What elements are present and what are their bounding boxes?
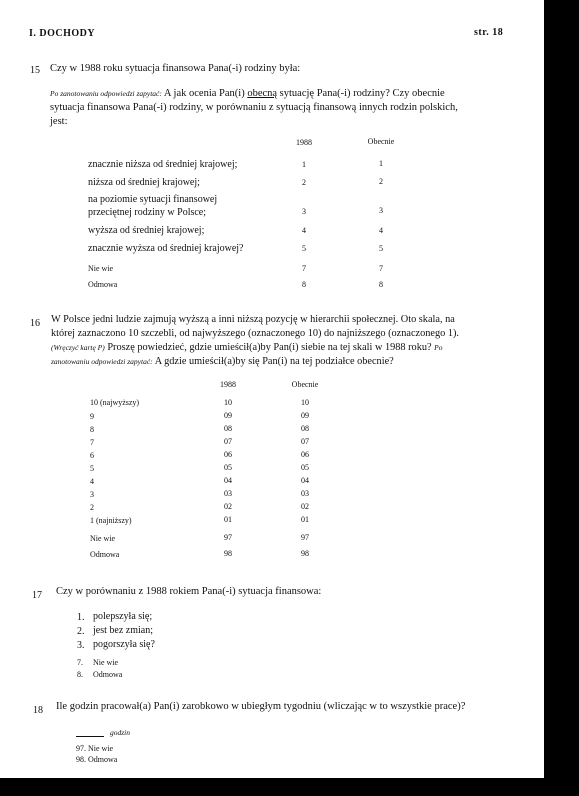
q15-option-label-cont: przeciętnej rodziny w Polsce; — [88, 207, 207, 218]
q15-option-label: znacznie niższa od średniej krajowej; — [88, 159, 238, 170]
q15-number: 15 — [30, 65, 40, 76]
q18-option-label: Nie wie — [88, 744, 114, 753]
q16-number: 16 — [30, 318, 40, 329]
q17-option-label[interactable]: Nie wie — [93, 658, 119, 667]
q16-row-label: Nie wie — [90, 534, 116, 543]
q16-code-obecnie[interactable]: 01 — [301, 515, 309, 524]
q16-line1: W Polsce jedni ludzie zajmują wyższą a inni niższą pozycję w hierarchii społecznej. Oto skala, na — [51, 314, 455, 325]
q17-option-num: 3. — [77, 640, 85, 651]
q17-option-num: 7. — [77, 658, 83, 667]
q16-code-obecnie[interactable]: 04 — [301, 476, 309, 485]
q15-col-1988: 1988 — [296, 138, 312, 147]
q18-option-num: 98. — [76, 755, 86, 764]
q15-option-label: znacznie wyższa od średniej krajowej? — [88, 243, 244, 254]
q16-row-label: 4 — [90, 477, 94, 486]
q16-row-label: 2 — [90, 503, 94, 512]
q16-code-obecnie[interactable]: 08 — [301, 424, 309, 433]
q16-note-po: Po — [434, 343, 443, 352]
q16-code-1988[interactable]: 02 — [224, 502, 232, 511]
q16-code-1988[interactable]: 01 — [224, 515, 232, 524]
scan-border-bottom — [0, 778, 579, 796]
q17-question: Czy w porównaniu z 1988 rokiem Pana(-i) sytuacja finansowa: — [56, 586, 322, 597]
q16-code-1988[interactable]: 06 — [224, 450, 232, 459]
q16-note-ask: zanotowaniu odpowiedzi zapytać: — [51, 357, 153, 366]
q16-code-obecnie[interactable]: 05 — [301, 463, 309, 472]
q16-code-1988[interactable]: 10 — [224, 398, 232, 407]
q16-code-1988[interactable]: 09 — [224, 411, 232, 420]
q15-followup-a: A jak ocenia Pan(i) — [163, 88, 245, 99]
q18-option-num: 97. — [76, 744, 86, 753]
q15-option-label: Nie wie — [88, 264, 114, 273]
q15-code-1988[interactable]: 7 — [302, 264, 306, 273]
q16-code-1988[interactable]: 07 — [224, 437, 232, 446]
q16-row-label: 9 — [90, 412, 94, 421]
q15-code-1988[interactable]: 5 — [302, 244, 306, 253]
q16-code-1988[interactable]: 05 — [224, 463, 232, 472]
q16-code-1988[interactable]: 98 — [224, 549, 232, 558]
q15-col-obecnie: Obecnie — [367, 137, 395, 146]
q16-row-label: 6 — [90, 451, 94, 460]
q17-option-label[interactable]: pogorszyła się? — [93, 639, 155, 650]
q15-code-obecnie[interactable]: 4 — [379, 226, 383, 235]
q18-option-label: Odmowa — [88, 755, 118, 764]
q16-code-obecnie[interactable]: 10 — [301, 398, 309, 407]
q16-code-1988[interactable]: 04 — [224, 476, 232, 485]
q15-code-obecnie[interactable]: 8 — [379, 280, 383, 289]
q16-row-label: 5 — [90, 464, 94, 473]
q15-option-label: na poziomie sytuacji finansowej — [88, 194, 218, 205]
q15-followup-line1 — [50, 87, 445, 100]
q15-code-obecnie[interactable]: 7 — [379, 264, 383, 273]
q15-option-label: wyższa od średniej krajowej; — [88, 225, 205, 236]
q15-code-1988[interactable]: 2 — [302, 178, 306, 187]
q16-row-label: 3 — [90, 490, 94, 499]
q16-line4 — [51, 355, 394, 368]
q18-question: Ile godzin pracował(a) Pan(i) zarobkowo w ubiegłym tygodniu (wliczając w to wszystkie prace)? — [56, 701, 466, 712]
q16-code-obecnie[interactable]: 07 — [301, 437, 309, 446]
q15-code-obecnie[interactable]: 5 — [379, 244, 383, 253]
q15-followup-underlined: obecną — [247, 88, 278, 99]
q16-code-obecnie[interactable]: 09 — [301, 411, 309, 420]
q17-option-num: 8. — [77, 670, 83, 679]
page-number: str. 18 — [474, 27, 504, 38]
q17-option-num: 2. — [77, 626, 85, 637]
q15-code-obecnie[interactable]: 3 — [379, 206, 383, 215]
q16-code-1988[interactable]: 03 — [224, 489, 232, 498]
q16-col-1988: 1988 — [220, 380, 236, 389]
q16-col-obecnie: Obecnie — [291, 380, 319, 389]
q15-option-label: niższa od średniej krajowej; — [88, 177, 200, 188]
q15-code-obecnie[interactable]: 1 — [379, 159, 383, 168]
q15-followup-line3: jest: — [50, 116, 68, 127]
q15-code-1988[interactable]: 3 — [302, 207, 306, 216]
q16-row-label: 7 — [90, 438, 94, 447]
q16-code-obecnie[interactable]: 06 — [301, 450, 309, 459]
q17-number: 17 — [32, 590, 42, 601]
q18-option[interactable] — [76, 755, 117, 764]
q15-code-obecnie[interactable]: 2 — [379, 177, 383, 186]
q15-followup-line2: sytuacja finansowa Pana(-i) rodziny, w porównaniu z sytuacją finansową innych rodzin polskich, — [50, 102, 458, 113]
q16-line3 — [51, 341, 443, 354]
q16-row-label: 1 (najniższy) — [90, 516, 132, 525]
q17-option-label[interactable]: polepszyła się; — [93, 611, 153, 622]
q18-hours-field[interactable] — [76, 728, 130, 737]
q16-row-label: Odmowa — [90, 550, 120, 559]
q15-code-1988[interactable]: 1 — [302, 160, 306, 169]
q18-hours-blank[interactable] — [76, 736, 104, 737]
q16-code-obecnie[interactable]: 03 — [301, 489, 309, 498]
q15-followup-b: sytuację Pana(-i) rodziny? Czy obecnie — [279, 88, 445, 99]
q15-note: Po zanotowaniu odpowiedzi zapytać: — [50, 89, 162, 98]
q15-code-1988[interactable]: 8 — [302, 280, 306, 289]
q17-option-label[interactable]: Odmowa — [93, 670, 123, 679]
q16-code-1988[interactable]: 97 — [224, 533, 232, 542]
q15-option-label: Odmowa — [88, 280, 118, 289]
q18-hours-unit: godzin — [110, 728, 131, 737]
q16-line3-text: Proszę powiedzieć, gdzie umieścił(a)by Pan(i) siebie na tej skali w 1988 roku? — [107, 342, 432, 353]
q16-code-obecnie[interactable]: 98 — [301, 549, 309, 558]
q18-option[interactable] — [76, 744, 113, 753]
q16-note-card: (Wręczyć kartę P) — [51, 343, 105, 352]
q16-row-label: 8 — [90, 425, 94, 434]
q15-code-1988[interactable]: 4 — [302, 226, 306, 235]
q16-code-obecnie[interactable]: 02 — [301, 502, 309, 511]
q18-number: 18 — [33, 705, 43, 716]
q16-code-1988[interactable]: 08 — [224, 424, 232, 433]
q16-line2: której zaznaczono 10 szczebli, od najwyższego (oznaczonego 10) do najniższego (oznaczonego 1). — [51, 328, 459, 339]
q16-row-label: 10 (najwyższy) — [90, 398, 140, 407]
section-title: I. DOCHODY — [29, 28, 96, 39]
q16-code-obecnie[interactable]: 97 — [301, 533, 309, 542]
q16-line4-text: A gdzie umieścił(a)by się Pan(i) na tej podziałce obecnie? — [154, 356, 394, 367]
q17-option-label[interactable]: jest bez zmian; — [93, 625, 153, 636]
q17-option-num: 1. — [77, 612, 85, 623]
scan-border-right — [544, 0, 579, 796]
q15-question: Czy w 1988 roku sytuacja finansowa Pana(-i) rodziny była: — [50, 63, 301, 74]
